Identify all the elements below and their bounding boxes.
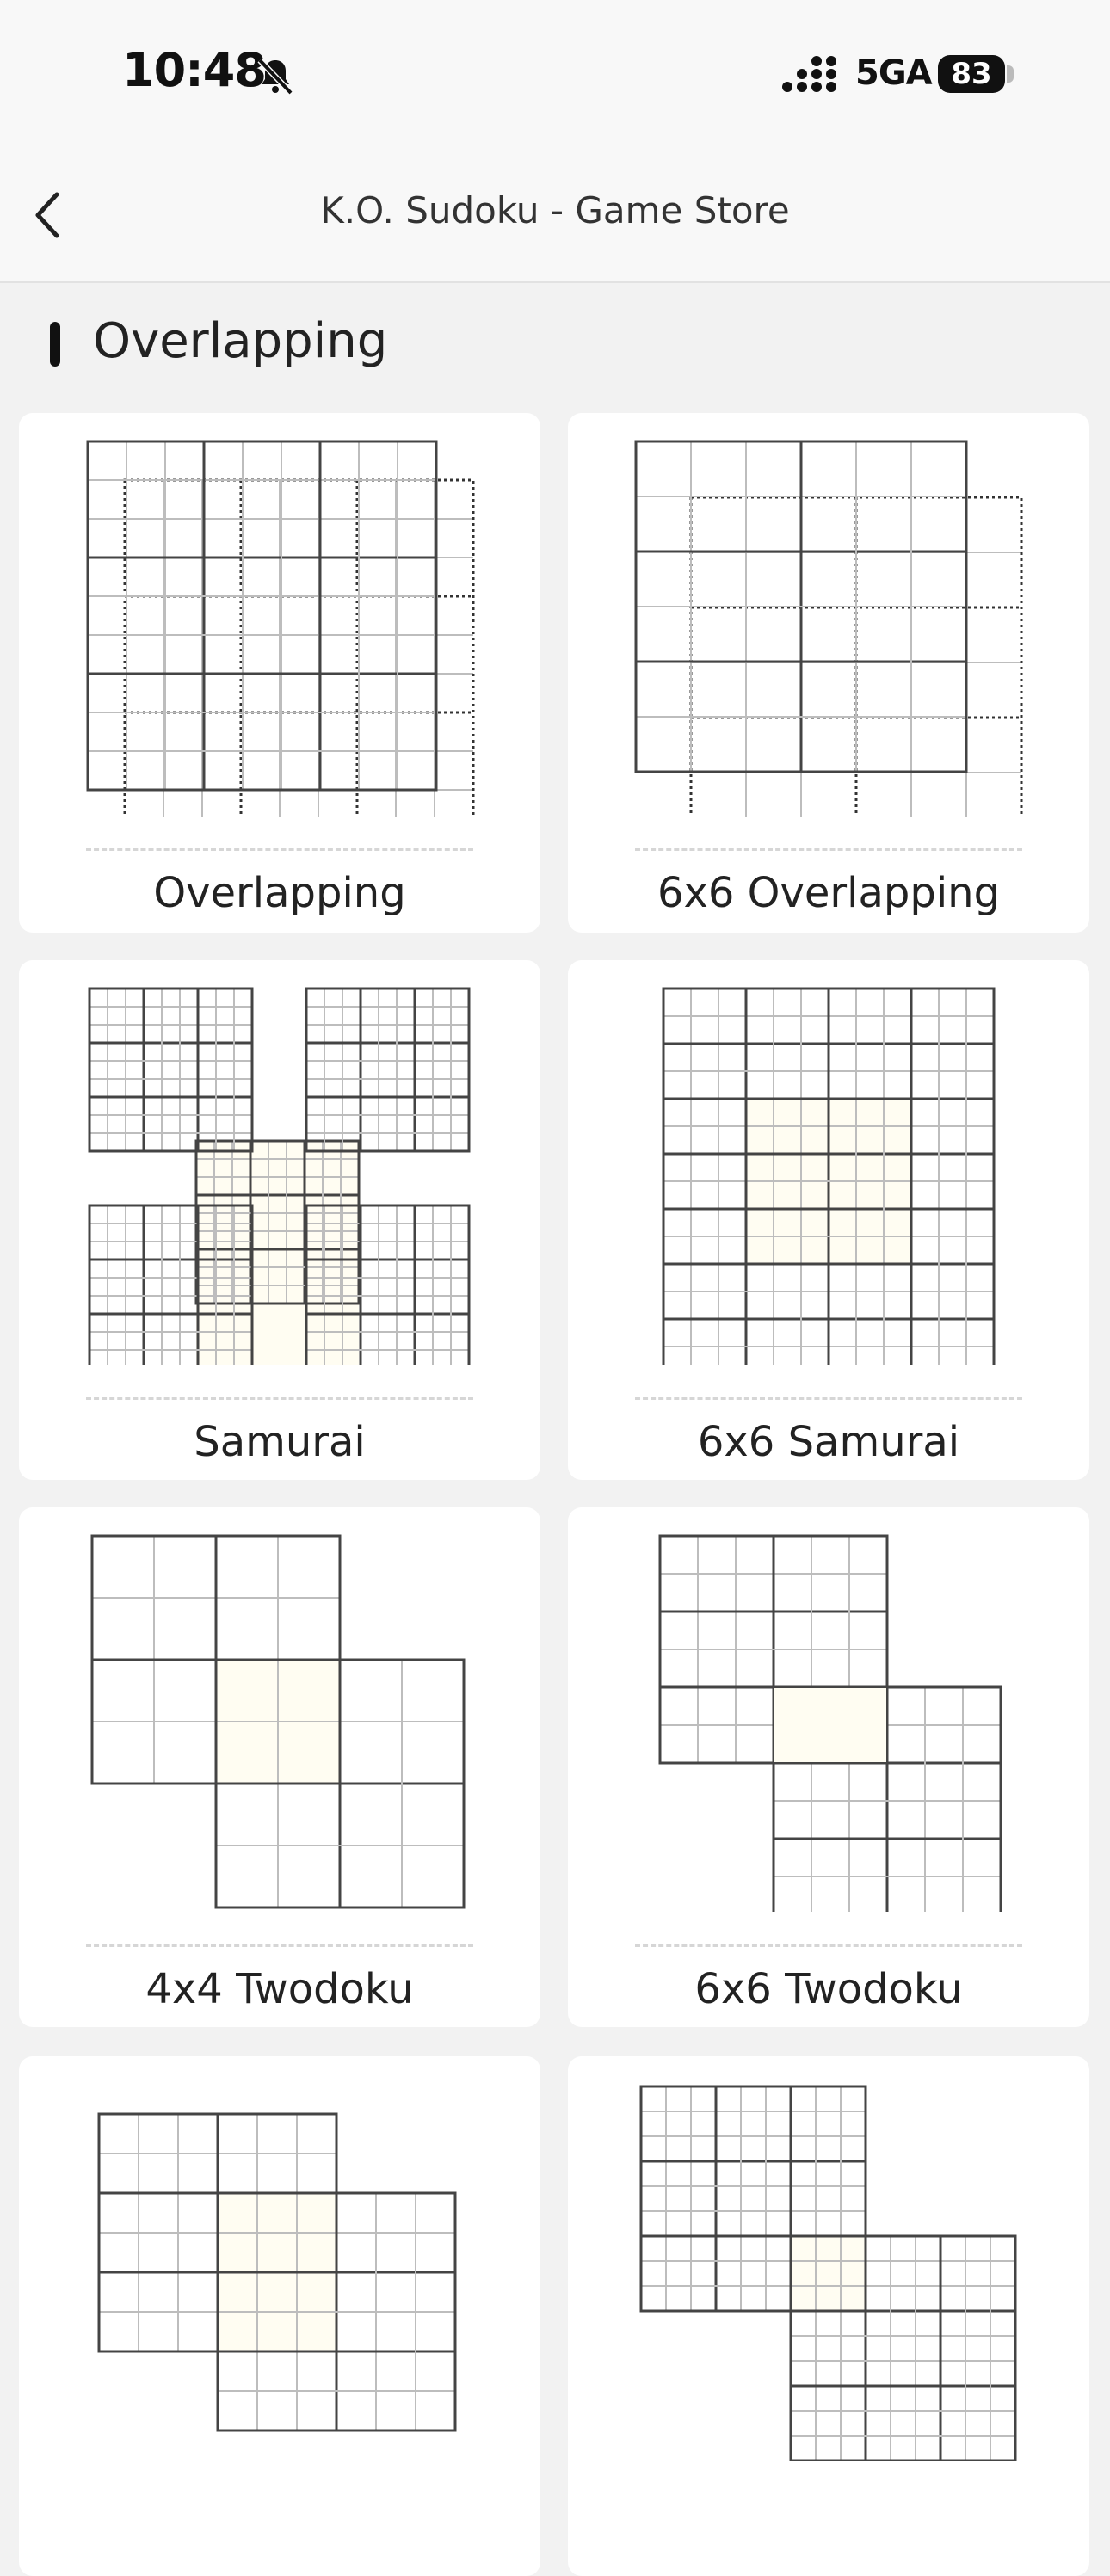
signal-icon [781, 55, 842, 93]
puzzle-card-4x4-twodoku[interactable] [19, 1507, 540, 2027]
card-label: 6x6 Samurai [697, 1418, 960, 1466]
twodoku-4x4-grid-preview [19, 1507, 540, 1912]
puzzle-card-overlapping[interactable] [19, 413, 540, 933]
page-title: K.O. Sudoku - Game Store [320, 189, 790, 231]
card-label: 4x4 Twodoku [145, 1965, 414, 2013]
card-divider [86, 848, 473, 851]
network-type: 5GA [855, 53, 932, 93]
card-label: 6x6 Twodoku [694, 1965, 963, 2013]
puzzle-card-6x6-samurai[interactable] [568, 960, 1089, 1480]
puzzle-card-6x6-twodoku[interactable] [568, 1507, 1089, 2027]
puzzle-card-twodoku[interactable] [19, 2056, 540, 2576]
card-label: Samurai [194, 1418, 366, 1466]
battery-indicator: 83 [938, 55, 1005, 93]
card-label: 6x6 Overlapping [657, 869, 1001, 917]
overlapping-6x6-grid-preview [568, 413, 1089, 817]
section-title: Overlapping [93, 313, 388, 369]
puzzle-card-6x6-overlapping[interactable] [568, 413, 1089, 933]
card-divider [86, 1397, 473, 1400]
samurai-grid-preview [19, 960, 540, 1365]
card-label: Overlapping [153, 869, 406, 917]
card-divider [635, 1944, 1022, 1947]
battery-tip [1007, 65, 1014, 83]
overlapping-grid-preview [19, 413, 540, 817]
card-divider [635, 1397, 1022, 1400]
twodoku-6x6-grid-preview [568, 1507, 1089, 1912]
samurai-6x6-grid-preview [568, 960, 1089, 1365]
card-divider [86, 1944, 473, 1947]
section-marker [50, 322, 60, 367]
bell-slash-icon [255, 55, 296, 96]
twodoku-grid-preview [19, 2056, 540, 2461]
puzzle-card-samurai[interactable] [19, 960, 540, 1480]
puzzle-card-twodoku-alt[interactable] [568, 2056, 1089, 2576]
status-time: 10:48 [122, 43, 266, 97]
status-bar [0, 0, 1110, 151]
card-divider [635, 848, 1022, 851]
twodoku-alt-grid-preview [568, 2056, 1089, 2461]
